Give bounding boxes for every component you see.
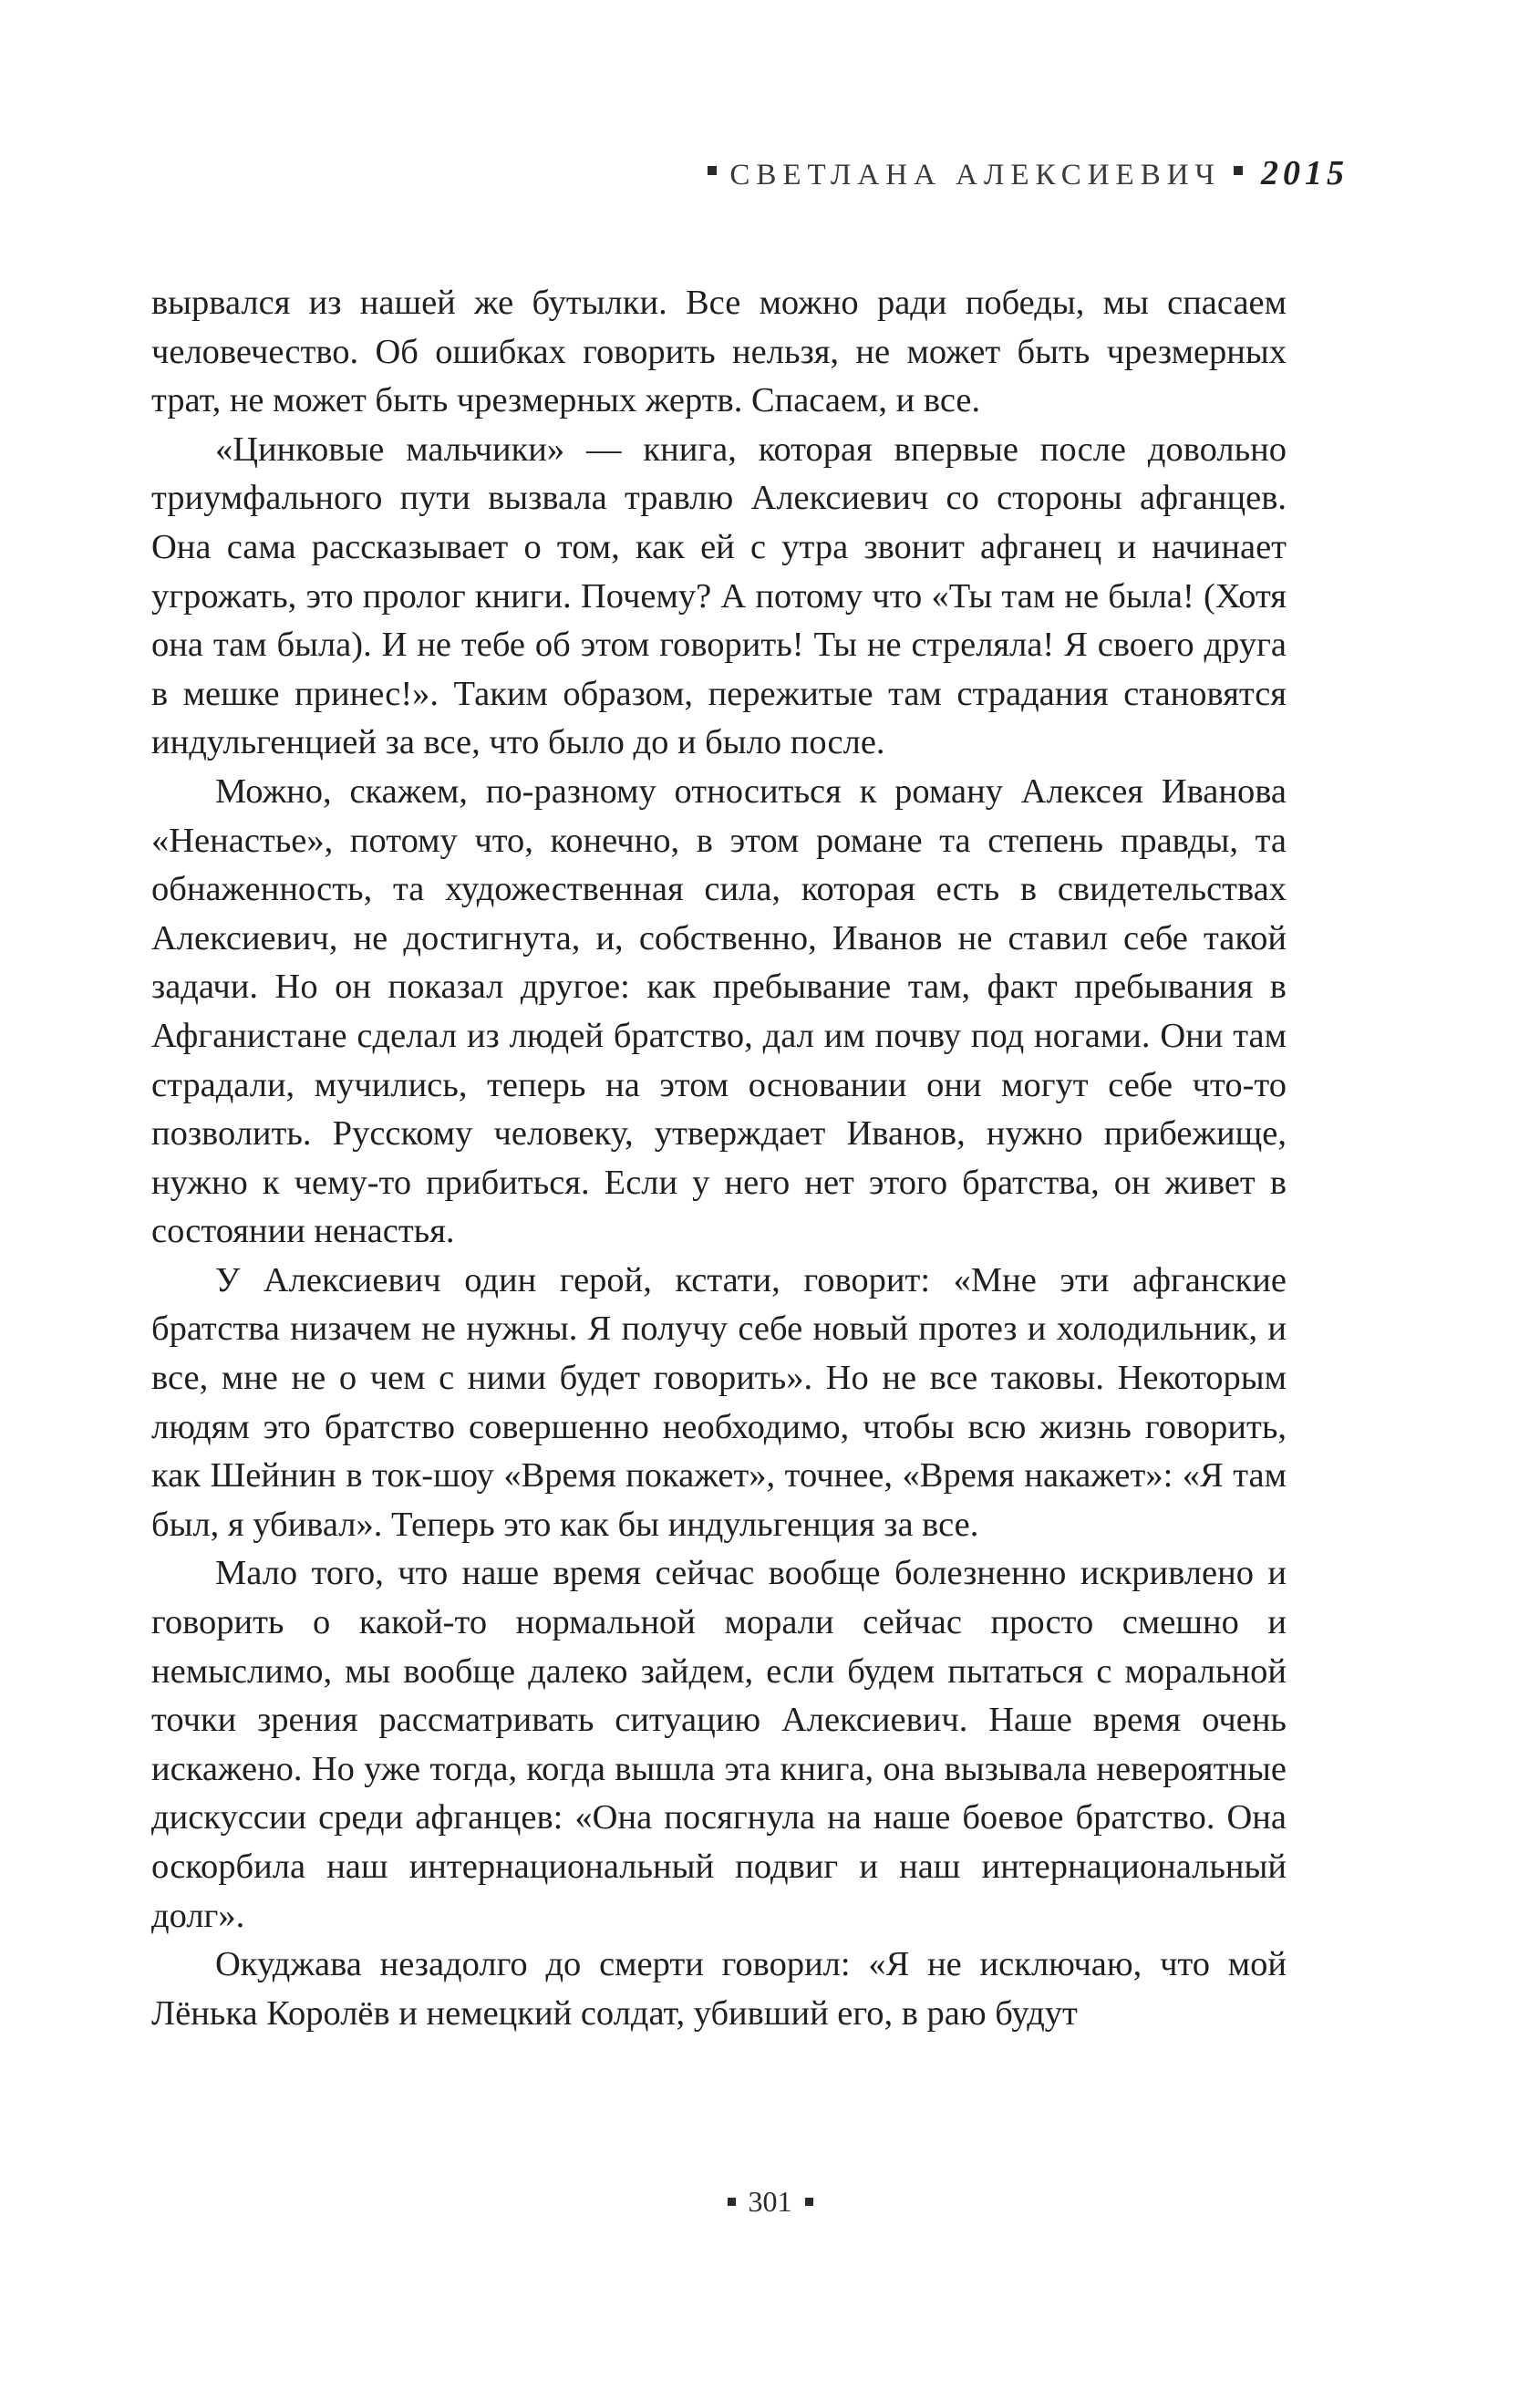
square-bullet-icon <box>708 166 717 175</box>
paragraph: У Алексиевич один герой, кстати, говорит: «Мне эти афганские братства низачем не нужны. Я получу себе новый протез и холодильник, и все, мне не о чем с ними будет говорить». Но не все таковы. Некоторым людям это братство совершенно необходимо, чтобы всю жизнь говорить, как Шейнин в ток-шоу «Время покажет», точнее, «Время накажет»: «Я там был, я убивал». Теперь это как бы индульгенция за все. <box>151 1260 1287 1544</box>
page-number: 301 <box>748 2185 792 2218</box>
paragraph: Можно, скажем, по-разному относиться к роману Алексея Иванова «Ненастье», потому что, конечно, в этом романе та степень правды, та обнаженность, та художественная сила, которая есть в свидетельствах Алексиевич, не достигнута, и, собственно, Иванов не ставил себе такой задачи. Но он показал другое: как пребывание там, факт пребывания в Афганистане сделал из людей братство, дал им почву под ногами. Они там страдали, мучились, теперь на этом основании они могут себе что-то позволить. Русскому человеку, утверждает Иванов, нужно прибежище, нужно к чему-то прибиться. Если у него нет этого братства, он живет в состоянии ненастья. <box>151 771 1287 1251</box>
header-author: СВЕТЛАНА АЛЕКСИЕВИЧ <box>729 159 1221 191</box>
square-bullet-icon <box>805 2198 813 2206</box>
body-text <box>151 279 1287 2038</box>
square-bullet-icon <box>728 2198 736 2206</box>
paragraph: «Цинковые мальчики» — книга, которая впервые после довольно триумфального пути вызвала травлю Алексиевич со стороны афганцев. Она сама рассказывает о том, как ей с утра звонит афганец и начинает угрожать, это пролог книги. Почему? А потому что «Ты там не была! (Хотя она там была). И не тебе об этом говорить! Ты не стреляла! Я своего друга в мешке принес!». Таким образом, пережитые там страдания становятся индульгенцией за все, что было до и было после. <box>151 430 1287 762</box>
running-head <box>708 153 1349 193</box>
square-bullet-icon <box>1234 166 1243 175</box>
header-year: 2015 <box>1261 154 1349 192</box>
page-footer <box>0 2185 1540 2219</box>
paragraph: Мало того, что наше время сейчас вообще болезненно искривлено и говорить о какой-то нормальной морали сейчас просто смешно и немыслимо, мы вообще далеко зайдем, если будем пытаться с моральной точки зрения рассматривать ситуацию Алексиевич. Наше время очень искажено. Но уже тогда, когда вышла эта книга, она вызывала невероятные дискуссии среди афганцев: «Она посягнула на наше боевое братство. Она оскорбила наш интернациональный подвиг и наш интернациональный долг». <box>151 1554 1287 1935</box>
paragraph: Окуджава незадолго до смерти говорил: «Я не исключаю, что мой Лёнька Королёв и немецкий солдат, убивший его, в раю будут <box>151 1945 1287 2033</box>
paragraph: вырвался из нашей же бутылки. Все можно ради победы, мы спасаем человечество. Об ошибках говорить нельзя, не может быть чрезмерных трат, не может быть чрезмерных жертв. Спасаем, и все. <box>151 284 1287 420</box>
